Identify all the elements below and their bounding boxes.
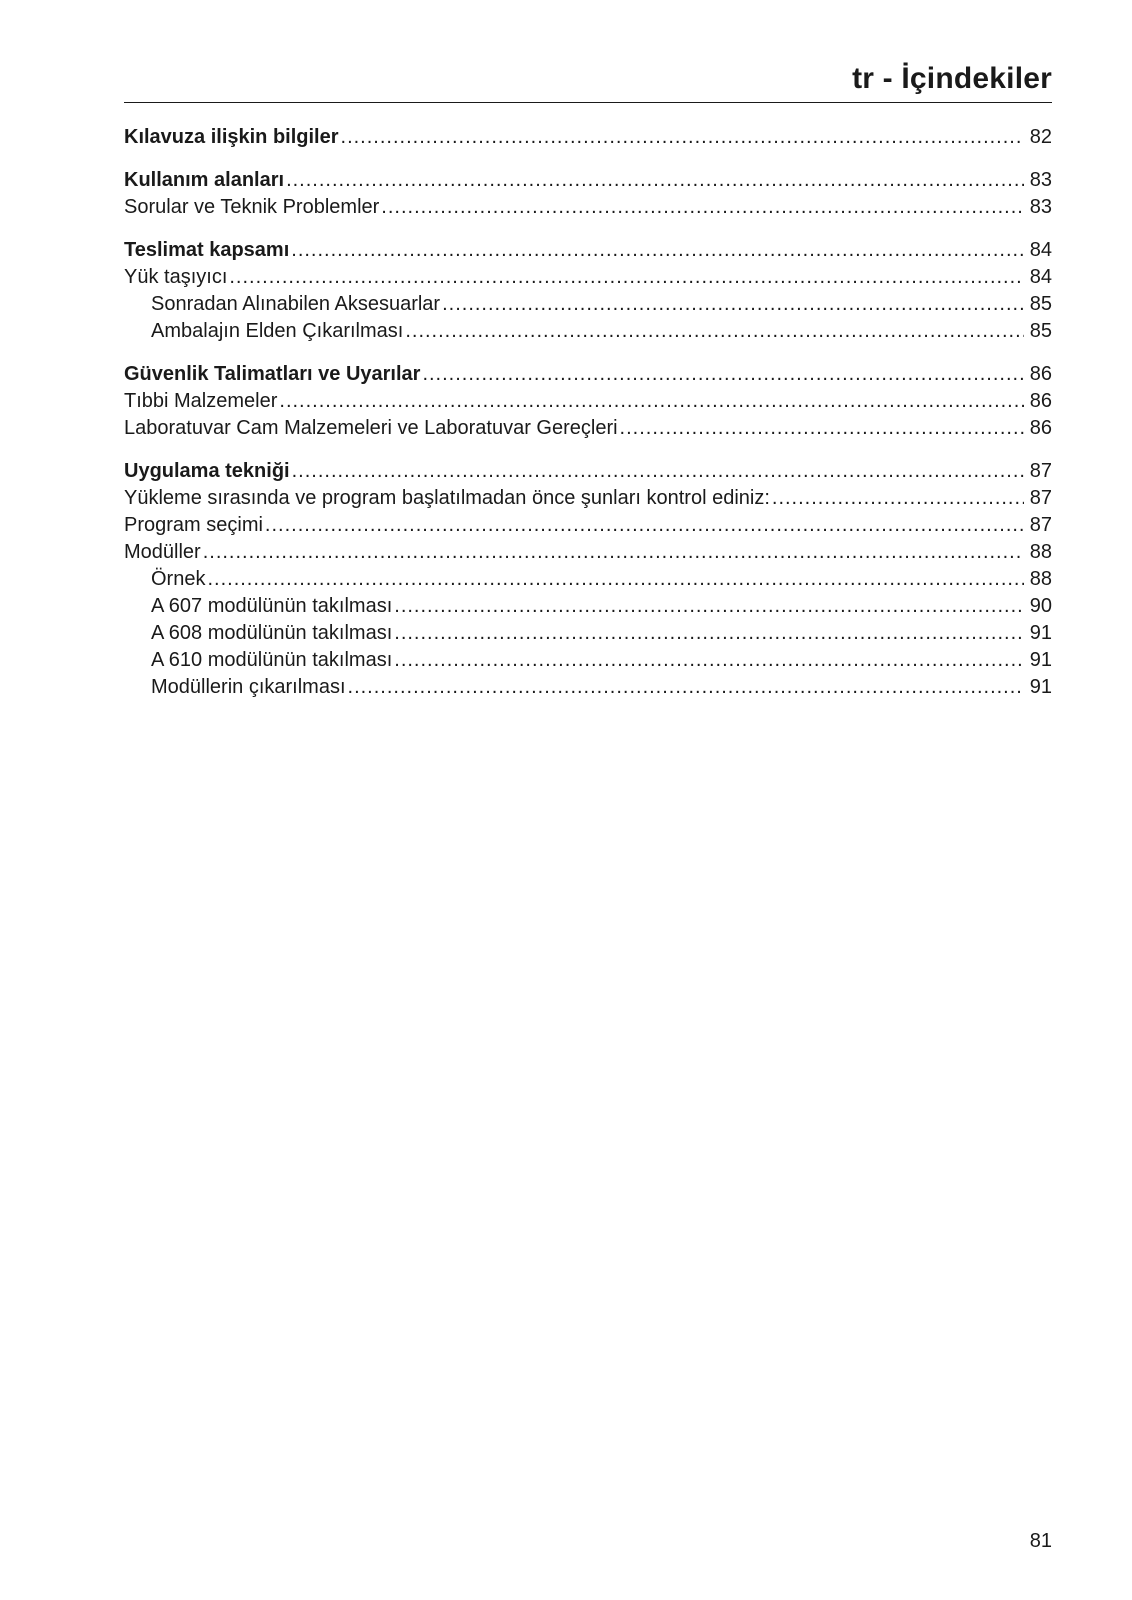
toc-entry[interactable] — [124, 237, 1052, 264]
toc-entry[interactable] — [124, 124, 1052, 151]
toc-entry[interactable] — [124, 318, 1052, 345]
toc-entry-page: 85 — [1029, 320, 1052, 342]
toc-entry-page: 88 — [1029, 568, 1052, 590]
toc-entry-page: 87 — [1029, 460, 1052, 482]
dot-leader — [422, 361, 1024, 388]
dot-leader — [291, 237, 1024, 264]
toc-entry[interactable] — [124, 539, 1052, 566]
toc-entry[interactable] — [124, 566, 1052, 593]
toc-entry-page: 87 — [1029, 487, 1052, 509]
toc-entry-label: Yükleme sırasında ve program başlatılmadan önce şunları kontrol ediniz: — [124, 487, 770, 509]
toc-group — [124, 361, 1052, 442]
toc-entry-label: Örnek — [151, 568, 206, 590]
dot-leader — [442, 291, 1024, 318]
toc-entry-page: 88 — [1029, 541, 1052, 563]
page-header — [124, 56, 1052, 103]
dot-leader — [348, 674, 1024, 701]
toc-entry-label: Ambalajın Elden Çıkarılması — [151, 320, 404, 342]
toc-entry-page: 83 — [1029, 196, 1052, 218]
toc-entry[interactable] — [124, 291, 1052, 318]
toc-entry-label: Yük taşıyıcı — [124, 266, 228, 288]
page-title: tr - İçindekiler — [852, 62, 1052, 95]
table-of-contents — [124, 124, 1052, 717]
toc-group — [124, 124, 1052, 151]
dot-leader — [265, 512, 1024, 539]
toc-group — [124, 458, 1052, 701]
toc-entry-page: 87 — [1029, 514, 1052, 536]
dot-leader — [405, 318, 1024, 345]
dot-leader — [292, 458, 1024, 485]
toc-entry-label: Tıbbi Malzemeler — [124, 390, 278, 412]
toc-entry[interactable] — [124, 620, 1052, 647]
toc-entry-page: 86 — [1029, 417, 1052, 439]
toc-entry-label: Teslimat kapsamı — [124, 239, 290, 261]
toc-entry-label: Sonradan Alınabilen Aksesuarlar — [151, 293, 441, 315]
dot-leader — [286, 167, 1024, 194]
toc-entry-label: A 608 modülünün takılması — [151, 622, 393, 644]
toc-entry-label: Laboratuvar Cam Malzemeleri ve Laboratuvar Gereçleri — [124, 417, 618, 439]
toc-entry-page: 82 — [1029, 126, 1052, 148]
toc-entry[interactable] — [124, 458, 1052, 485]
toc-entry-page: 84 — [1029, 266, 1052, 288]
toc-entry[interactable] — [124, 512, 1052, 539]
toc-entry-label: Güvenlik Talimatları ve Uyarılar — [124, 363, 421, 385]
toc-entry-label: Uygulama tekniği — [124, 460, 290, 482]
toc-entry[interactable] — [124, 167, 1052, 194]
toc-entry-label: Modüllerin çıkarılması — [151, 676, 346, 698]
dot-leader — [203, 539, 1024, 566]
toc-entry-page: 86 — [1029, 363, 1052, 385]
toc-entry[interactable] — [124, 388, 1052, 415]
toc-entry-label: A 610 modülünün takılması — [151, 649, 393, 671]
toc-entry[interactable] — [124, 485, 1052, 512]
dot-leader — [279, 388, 1024, 415]
toc-entry[interactable] — [124, 593, 1052, 620]
page-number: 81 — [1029, 1530, 1052, 1552]
toc-entry-page: 91 — [1029, 649, 1052, 671]
toc-entry[interactable] — [124, 674, 1052, 701]
toc-entry-page: 85 — [1029, 293, 1052, 315]
toc-entry-label: Kılavuza ilişkin bilgiler — [124, 126, 339, 148]
toc-entry[interactable] — [124, 264, 1052, 291]
toc-entry[interactable] — [124, 361, 1052, 388]
dot-leader — [620, 415, 1024, 442]
toc-group — [124, 167, 1052, 221]
toc-entry-page: 91 — [1029, 622, 1052, 644]
toc-entry-page: 86 — [1029, 390, 1052, 412]
toc-entry-label: Program seçimi — [124, 514, 263, 536]
toc-entry-label: Sorular ve Teknik Problemler — [124, 196, 380, 218]
toc-entry-page: 84 — [1029, 239, 1052, 261]
toc-entry[interactable] — [124, 647, 1052, 674]
dot-leader — [381, 194, 1024, 221]
toc-entry[interactable] — [124, 415, 1052, 442]
toc-group — [124, 237, 1052, 345]
dot-leader — [207, 566, 1024, 593]
toc-entry-label: Modüller — [124, 541, 201, 563]
dot-leader — [394, 620, 1024, 647]
dot-leader — [341, 124, 1024, 151]
toc-entry[interactable] — [124, 194, 1052, 221]
toc-entry-page: 90 — [1029, 595, 1052, 617]
dot-leader — [772, 485, 1024, 512]
dot-leader — [394, 593, 1024, 620]
toc-entry-label: A 607 modülünün takılması — [151, 595, 393, 617]
dot-leader — [394, 647, 1024, 674]
dot-leader — [229, 264, 1024, 291]
toc-entry-page: 91 — [1029, 676, 1052, 698]
toc-entry-label: Kullanım alanları — [124, 169, 285, 191]
toc-entry-page: 83 — [1029, 169, 1052, 191]
